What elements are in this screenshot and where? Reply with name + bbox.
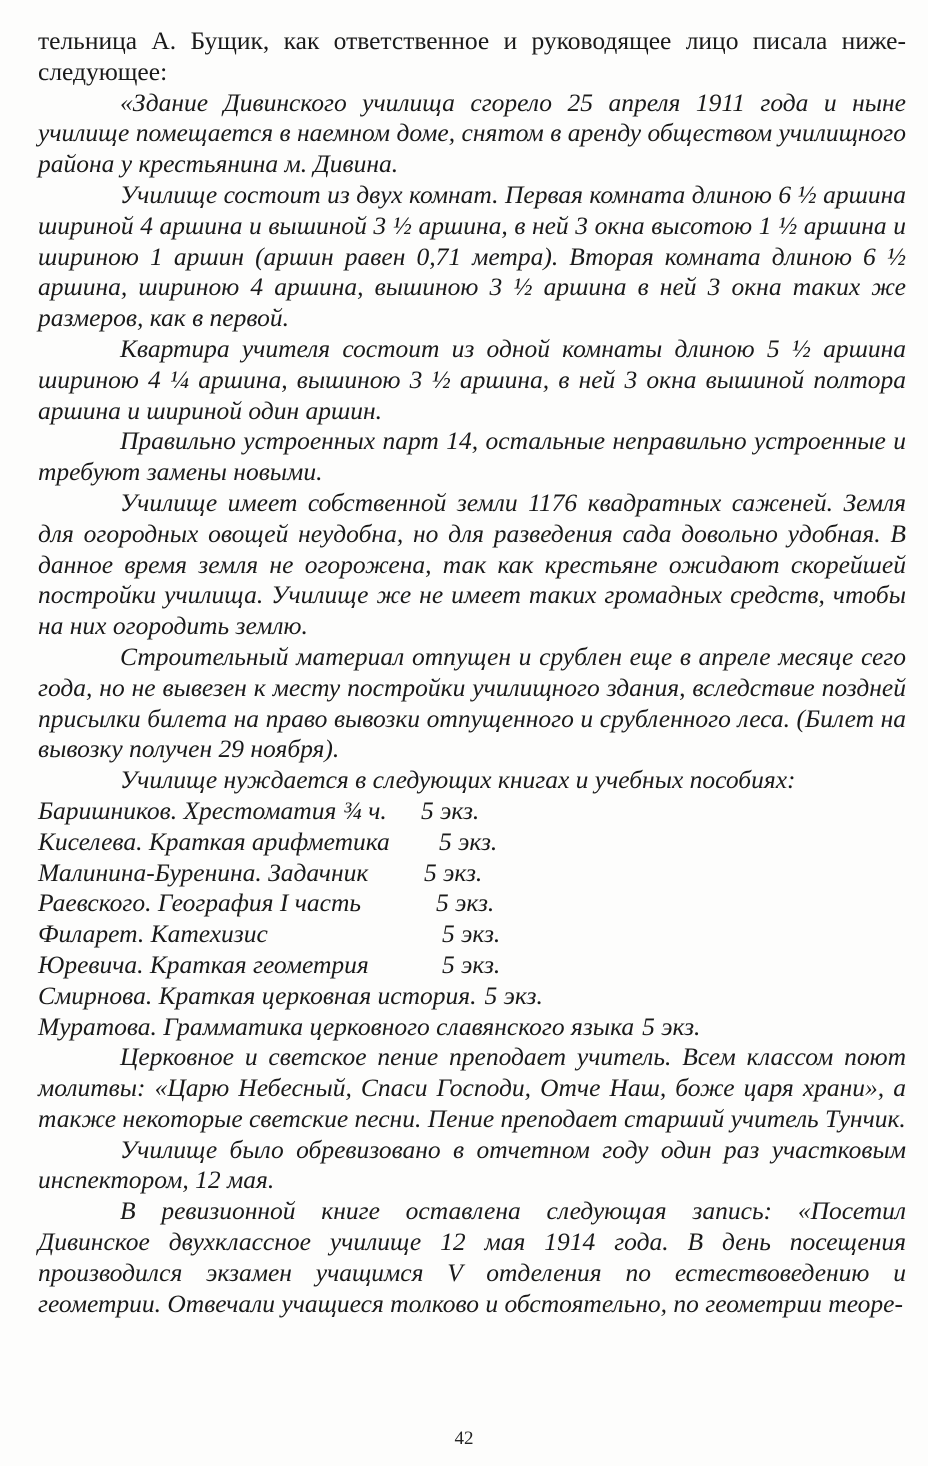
- book-quantity: 5 экз.: [424, 857, 483, 887]
- book-title: Юревича. Краткая геометрия: [38, 949, 369, 979]
- book-list-item: [38, 858, 906, 889]
- book-quantity: 5 экз.: [484, 980, 543, 1010]
- book-quantity: 5 экз.: [436, 888, 495, 918]
- book-title: Киселева. Краткая арифметика: [38, 826, 390, 856]
- book-list-item: [38, 796, 906, 827]
- book-title: Раевского. География I часть: [38, 888, 362, 918]
- book-title: Муратова. Грамматика церковного славянского языка: [38, 1011, 635, 1041]
- book-list-item: [38, 827, 906, 858]
- book-quantity: 5 экз.: [421, 795, 480, 825]
- book-quantity: 5 экз.: [642, 1011, 701, 1041]
- book-title: Баришников. Хрестоматия ¾ ч.: [38, 795, 387, 825]
- book-title: Смирнова. Краткая церковная история.: [38, 980, 477, 1010]
- page-number: 42: [454, 1428, 474, 1449]
- book-list-item: [38, 919, 906, 950]
- paragraph-revision-book: В ревизионной книге оставлена следующая запись: «Посетил Дивинское двухклассное училище 12 мая 1914 года. В день посещения производился экзамен учащимся V отделения по естествоведению и геометрии. Отвечали учащиеся толково и обстоятельно, по геометрии теоре-: [38, 1196, 906, 1318]
- paragraph-teacher-apartment: Квартира учителя состоит из одной комнаты длиною 5 ½ аршина шириною 4 ¼ аршина, вышиною 3 ½ аршина, в ней 3 окна вышиной полтора аршина и шириной один аршин.: [38, 333, 906, 425]
- paragraph-school-fire: «Здание Дивинского училища сгорело 25 апреля 1911 года и ныне училище помещается в наемном доме, снятом в аренду обществом училищного района у крестьянина м. Дивина.: [38, 87, 906, 179]
- paragraph-inspection: Училище было обревизовано в отчетном году один раз участковым инспектором, 12 мая.: [38, 1134, 906, 1195]
- paragraph-singing: Церковное и светское пение преподает учитель. Всем классом поют молитвы: «Царю Небесный, Спаси Господи, Отче Наш, боже царя храни», а также некоторые светские песни. Пение преподает старший учитель Тунчик.: [38, 1042, 906, 1133]
- paragraph-land: Училище имеет собственной земли 1176 квадратных саженей. Земля для огородных овощей неудобна, но для разведения сада довольно удобная. В данное время земля не огорожена, так как крестьяне ожидают скорейшей постройки училища. Училище же не имеет таких громадных средств, чтобы на них огородить землю.: [38, 487, 906, 641]
- paragraph-building-material: Строительный материал отпущен и срублен еще в апреле месяце сего года, но не вывезен к месту постройки училищного здания, вследствие поздней присылки билета на право вывозки отпущенного и срубленного леса. (Билет на вывозку получен 29 ноября).: [38, 641, 906, 764]
- book-quantity: 5 экз.: [439, 826, 498, 856]
- book-quantity: 5 экз.: [442, 919, 501, 949]
- book-title: Малинина-Буренина. Задачник: [38, 857, 369, 887]
- book-list: [38, 796, 906, 1042]
- book-list-item: [38, 950, 906, 981]
- paragraph-books-needed: Училище нуждается в следующих книгах и учебных пособиях:: [120, 765, 796, 795]
- book-list-item: [38, 1012, 906, 1043]
- book-list-item: [38, 888, 906, 919]
- book-quantity: 5 экз.: [442, 949, 501, 979]
- book-list-item: [38, 981, 906, 1012]
- paragraph-rooms: Училище состоит из двух комнат. Первая комната длиною 6 ½ аршина шириной 4 аршина и вышиной 3 ½ аршина, в ней 3 окна высотою 1 ½ аршина и шириною 1 аршин (аршин равен 0,71 метра). Вторая комната длиною 6 ½ аршина, шириною 4 аршина, вышиною 3 ½ аршина в ней 3 окна таких же размеров, как в первой.: [38, 179, 906, 333]
- paragraph-desks: Правильно устроенных парт 14, остальные неправильно устроенные и требуют замены новыми.: [38, 426, 906, 487]
- book-title: Филарет. Катехизис: [38, 919, 268, 949]
- body-text: [38, 26, 906, 1319]
- intro-paragraph: тельница А. Бущик, как ответственное и руководящее лицо писала ниже-следующее:: [38, 26, 906, 86]
